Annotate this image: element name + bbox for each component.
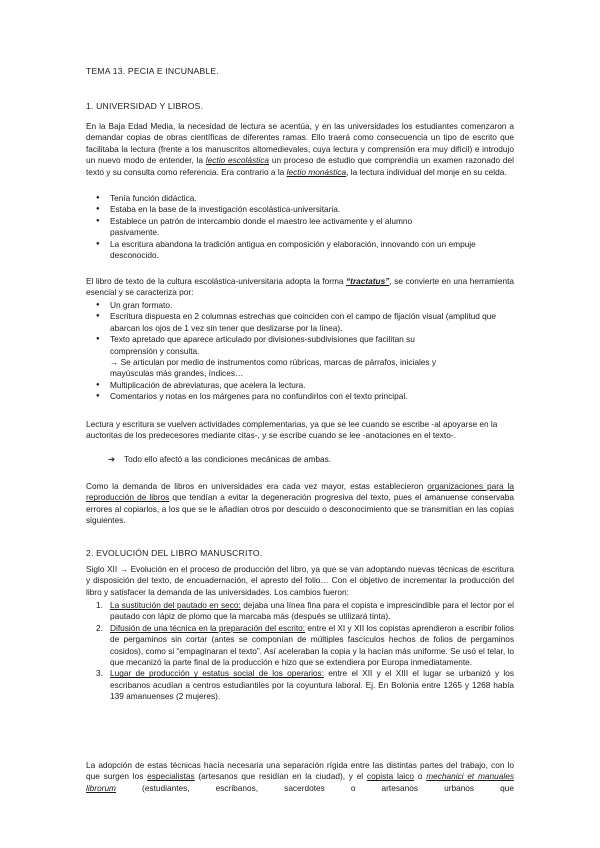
list-item — [86, 623, 514, 669]
item-text: dejaba una línea fina para el copista e imprescindible para el lector por el pautado con lápiz de plomo que la marcaba más (después se utilizará tinta). — [110, 600, 514, 622]
term-copista-laico: copista laico — [366, 771, 415, 782]
item-term: La sustitución del pautado en seco: — [110, 600, 241, 610]
paragraph-text: , se convierte en una herramienta esencial y se caracteriza por: — [86, 276, 514, 298]
item-text: entre el XI y XII los copistas aprendieron a escribir folios de pergaminos sin cortar (antes se componían de múltiples fascículos hechos de folios de pergaminos cosidos), como si “empaginaran el texto”. Así aceleraban la copia y la hacían más uniforme. Se usó el telar, lo que mecanizó la parte final de la producción e hizo que se extendiera por Europa inmediatamente. — [110, 622, 515, 668]
term-lectio-monastica: lectio monástica — [286, 166, 347, 177]
paragraph-text: un proceso de estudio que comprendía un examen razonado del texto y su consulta como referencia. Era contrario a la — [86, 155, 514, 177]
paragraph-text: La adopción de estas técnicas hacía necesaria una separación rígida entre las distintas partes del trabajo, con lo que surgen los — [86, 760, 514, 782]
arrow-note — [86, 454, 552, 465]
item-term: Difusión de una técnica en la preparación del escrito: — [110, 622, 306, 633]
list-item: ● Comentarios y notas en los márgenes para no confundirlos con el texto principal. — [86, 391, 514, 402]
paragraph-text: En la Baja Edad Media, la necesidad de lectura se acentúa, y en las universidades los estudiantes comenzaron a demandar copias de obras científicas de diferentes ramas. Ello traerá como consecuencia un tipo de escrito que facilitaba la lectura (frente a los manuscritos altomedievales, cuya lectura y comprensión era muy difícil) e introdujo un nuevo modo de entender, la — [86, 121, 514, 166]
term-mechanici: mechanici et manuales librorum — [86, 771, 514, 793]
list-item: ● La escritura abandona la tradición antigua en composición y elaboración, innovando con un empuje desconocido. — [86, 239, 514, 262]
list-item-subtext: → Se articulan por medio de instrumentos como rúbricas, marcas de párrafos, iniciales y mayúsculas más grandes, índices… — [110, 357, 437, 379]
document-title: TEMA 13. PECIA E INCUNABLE. — [86, 66, 219, 76]
list-item: ● Un gran formato. — [86, 300, 514, 311]
arrow-icon: ➔ — [108, 454, 115, 464]
paragraph-text: (estudiantes, escribanos, sacerdotes o artesanos urbanos que — [115, 782, 514, 793]
paragraph-text: El libro de texto de la cultura escolástica-universitaria adopta la forma — [86, 276, 347, 286]
item-number: 1. — [96, 600, 103, 610]
item-number: 2. — [96, 622, 103, 633]
paragraph-text: que tendían a evitar la degeneración progresiva del texto, pues el amanuense conservaba errores al copiarlos, a los que se le añadían otros por descuido o desconocimiento que se transmitían en las copias siguientes. — [86, 492, 514, 526]
section-2-paragraph-2 — [86, 760, 514, 794]
item-term: Lugar de producción y estatus social de los operarios: — [110, 668, 324, 679]
list-item: ● Multiplicación de abreviaturas, que acelera la lectura. — [86, 380, 514, 391]
paragraph-text: Como la demanda de libros en universidades era cada vez mayor, estas establecieron — [86, 481, 428, 491]
list-item: ● Estaba en la base de la investigación escolástica-universitaria. — [86, 204, 514, 215]
arrow-note-text: Todo ello afectó a las condiciones mecánicas de ambas. — [124, 454, 332, 464]
section-1-paragraph-1 — [86, 121, 514, 178]
list-item: ● Establece un patrón de intercambio donde el maestro lee activamente y el alumno pasivamente. — [86, 216, 514, 239]
term-tractatus: “tractatus” — [346, 276, 390, 286]
section-1-paragraph-4 — [86, 481, 514, 527]
section-2-paragraph-1: Siglo XII → Evolución en el proceso de producción del libro, ya que se van adoptando nuevas técnicas de escritura y disposición del texto, de encuadernación, el apresto del folio… Con el objetivo de incrementar la producción del libro y satisfacer la demanda de las universidades. Los cambios fueron: — [86, 564, 514, 597]
numbered-list — [86, 600, 514, 703]
bullet-list-2 — [86, 300, 514, 403]
term-organizaciones: organizaciones para la reproducción de libros — [86, 481, 515, 503]
paragraph-text: , la lectura individual del monje en su celda. — [346, 166, 507, 177]
list-item-text: Texto apretado que aparece articulado por divisiones-subdivisiones que facilitan su comprensión y consulta. — [110, 334, 415, 356]
term-especialistas: especialistas — [147, 771, 195, 782]
paragraph-text: o — [414, 771, 427, 782]
section-1-paragraph-2 — [86, 276, 514, 299]
list-item — [86, 600, 514, 623]
bullet-list-1 — [86, 193, 514, 261]
list-item: ● Escritura dispuesta en 2 columnas estrechas que coinciden con el campo de fijación visual (amplitud que abarcan los ojos de 1 vez sin tener que deslizarse por la línea). — [86, 311, 514, 334]
list-item — [86, 668, 514, 702]
paragraph-text: (artesanos que residían en la ciudad), y el — [194, 771, 367, 782]
item-text: entre el XII y el XIII el lugar se urbanizó y los escribanos acudían a centros estudiantiles por la coyuntura laboral. Ej. En Bolonia entre 1265 y 1268 había 139 amanuenses (2 mujeres). — [110, 668, 514, 702]
list-item — [86, 334, 514, 380]
item-number: 3. — [96, 668, 103, 679]
section-2-heading: 2. EVOLUCIÓN DEL LIBRO MANUSCRITO. — [86, 548, 263, 558]
term-lectio-escolastica: lectio escolástica — [205, 155, 270, 166]
list-item: ● Tenía función didáctica. — [86, 193, 514, 204]
section-1-paragraph-3: Lectura y escritura se vuelven actividades complementarias, ya que se lee cuando se escribe -al apoyarse en la auctoritas de los predecesores mediante citas-, y se escribe cuando se lee -anotaciones en el texto-. — [86, 419, 498, 441]
section-1-heading: 1. UNIVERSIDAD Y LIBROS. — [86, 101, 204, 111]
